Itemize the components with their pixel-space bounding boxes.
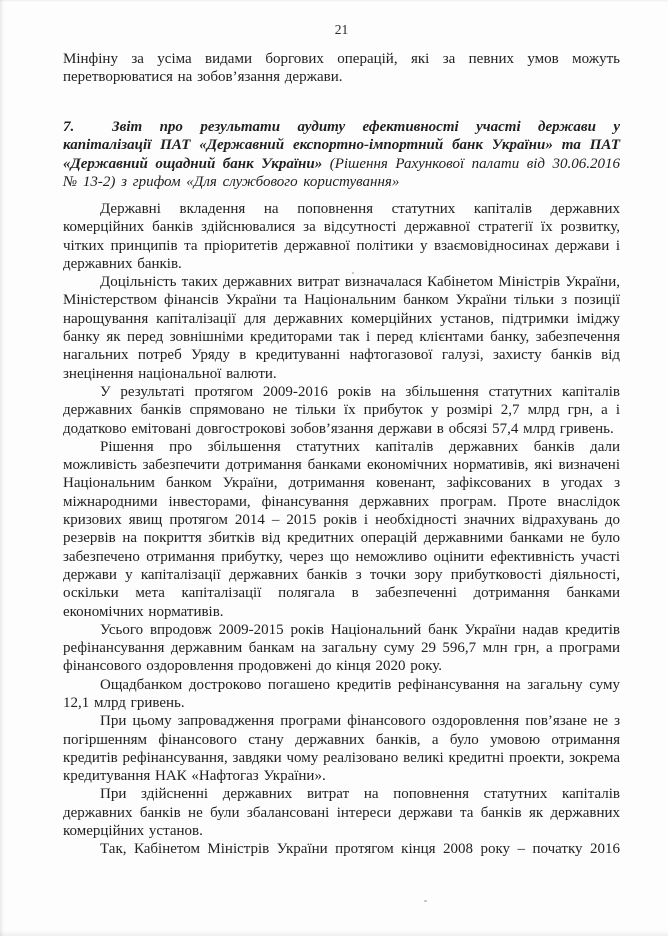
body-paragraph: У результаті протягом 2009-2016 років на збільшення статутних капіталів державних банків спрямовано не тільки їх прибуток у розмірі 2,7 млрд грн, а і додатково емітовані довгострокові зобов’язання держави в обсязі 57,4 млрд гривень. (63, 383, 620, 437)
body-paragraph: Державні вкладення на поповнення статутних капіталів державних комерційних банків здійснювалися за відсутності державної стратегії їх розвитку, чітких принципів та пріоритетів державної політики у взаємовідносинах держави і державних банків. (63, 200, 620, 272)
section-number: 7. (63, 118, 75, 135)
scan-speck (352, 272, 354, 274)
scan-artifact-top-edge (0, 0, 668, 2)
body-paragraph: Ощадбанком достроково погашено кредитів рефінансування на загальну суму 12,1 млрд гривень. (63, 676, 620, 711)
body-paragraph: Рішення про збільшення статутних капіталів державних банків дали можливість забезпечити дотримання банками економічних нормативів, які визначені Національним банком України, дотримання ковенант, зафіксованих в угодах з міжнародними інвесторами, фінансування державних програм. Проте внаслідок кризових явищ протягом 2014 – 2015 років і необхідності значних відрахувань до резервів на покриття збитків від кредитних операцій державними банками не було забезпечено отримання прибутку, через що неможливо оцінити ефективність участі держави у капіталізації державних банків з точки зору прибутковості діяльності, оскільки мета капіталізації полягала в забезпеченні дотримання банками економічних нормативів. (63, 438, 620, 620)
body-paragraph: Усього впродовж 2009-2015 років Національний банк України надав кредитів рефінансування державним банкам на загальну суму 29 596,7 млн грн, а програми фінансового оздоровлення продовжені до кінця 2020 року. (63, 621, 620, 675)
section-heading (63, 118, 620, 192)
body-paragraph: При цьому запровадження програми фінансового оздоровлення пов’язане не з погіршенням фінансового стану державних банків, а було умовою отримання кредитів рефінансування, завдяки чому реалізовано великі кредитні проекти, зокрема кредитування НАК «Нафтогаз України». (63, 713, 620, 785)
section-reference: (Рішення Рахункової палати від 30.06.2016 № 13-2) з грифом «Для службового користування» (63, 155, 620, 191)
body-paragraph: При здійсненні державних витрат на поповнення статутних капіталів державних банків не були збалансовані інтереси держави та банків як державних комерційних установ. (63, 786, 620, 840)
scan-speck (424, 900, 427, 902)
section-title: Звіт про результати аудиту ефективності участі держави у капіталізації ПАТ «Державний експортно-імпортний банк України» та ПАТ «Державний ощадний банк України» (63, 118, 620, 172)
page-number: 21 (334, 22, 349, 37)
page-content (63, 50, 620, 859)
scan-artifact-bottom-edge (0, 930, 668, 936)
scan-artifact-left-edge (0, 0, 4, 936)
body-paragraph: Доцільність таких державних витрат визначалася Кабінетом Міністрів України, Міністерством фінансів України та Національним банком України тільки з позиції нарощування капіталізації для державних комерційних установ, підтримки іміджу банку як перед зовнішніми кредиторами так і перед клієнтами банку, забезпечення нагальних потреб Уряду в кредитуванні нафтогазової галузі, захисту банків від знецінення національної валюти. (63, 274, 620, 382)
intro-paragraph: Мінфіну за усіма видами боргових операцій, які за певних умов можуть перетворюватися на зобов’язання держави. (63, 51, 620, 86)
body-paragraph-continued: Так, Кабінетом Міністрів України протягом кінця 2008 року – початку 2016 (100, 841, 620, 858)
